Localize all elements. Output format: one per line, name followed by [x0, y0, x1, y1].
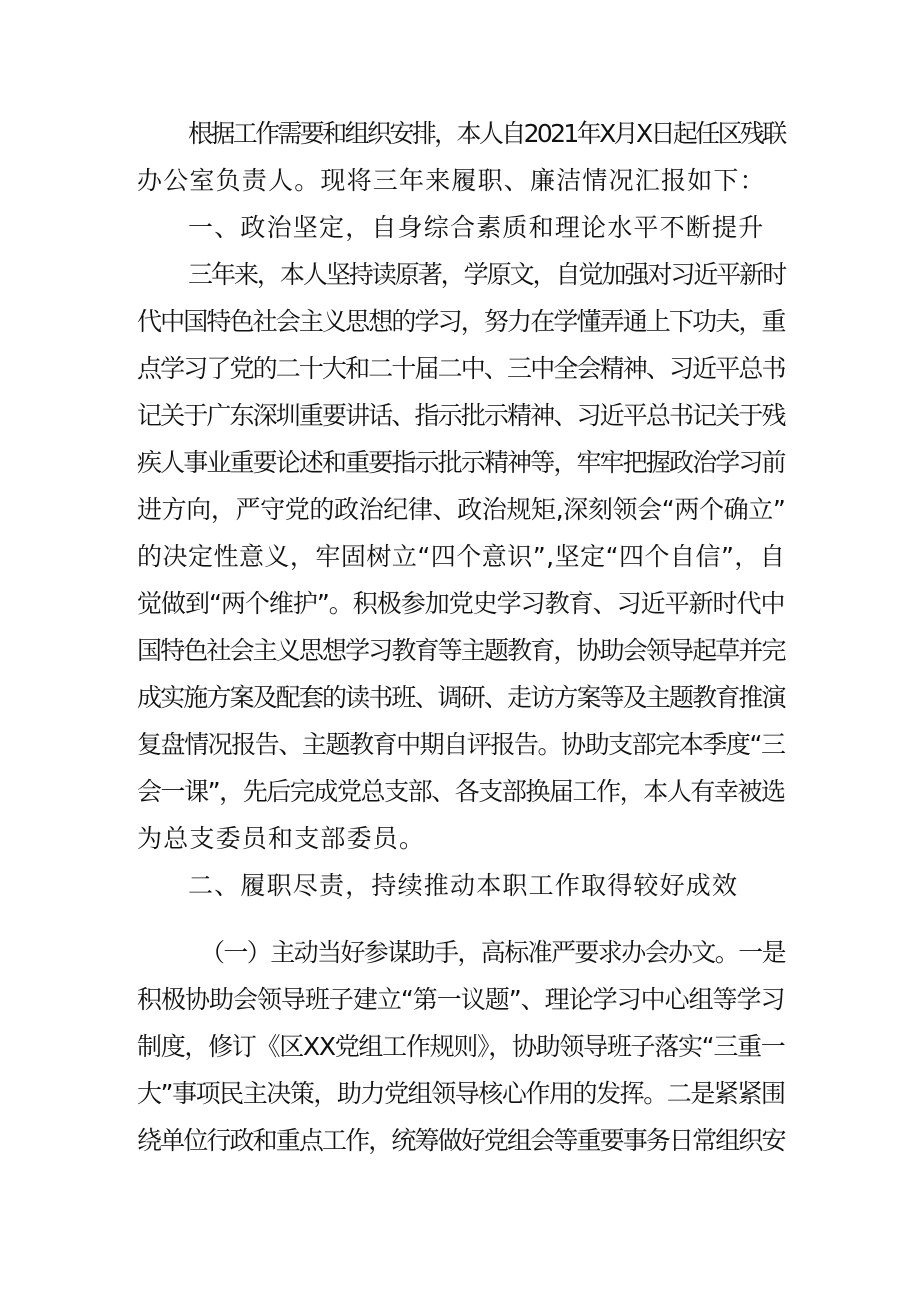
text-line: 觉做到“两个维护”。积极参加党史学习教育、习近平新时代中	[137, 589, 785, 618]
text-line: 积极协助会领导班子建立“第一议题”、理论学习中心组等学习	[137, 985, 785, 1014]
section-heading: 一、政治坚定，自身综合素质和理论水平不断提升	[188, 213, 765, 242]
text-line: 进方向，严守党的政治纪律、政治规矩,深刻领会“两个确立”	[137, 495, 786, 524]
text-line: 三年来，本人坚持读原著，学原文，自觉加强对习近平新时	[188, 260, 786, 289]
text-line: 制度，修订《区XX党组工作规则》，协助领导班子落实“三重一	[137, 1032, 785, 1061]
text-line: 国特色社会主义思想学习教育等主题教育，协助会领导起草并完	[137, 636, 785, 665]
text-line: 的决定性意义，牢固树立“四个意识”,坚定“四个自信”，自	[137, 542, 786, 571]
text-line: 疾人事业重要论述和重要指示批示精神等，牢牢把握政治学习前	[137, 448, 785, 477]
text-line: （一）主动当好参谋助手，高标准严要求办会办文。一是	[200, 938, 786, 967]
text-line: 记关于广东深圳重要讲话、指示批示精神、习近平总书记关于残	[137, 401, 785, 430]
text-line: 根据工作需要和组织安排，本人自2021年X月X日起任区残联	[188, 119, 785, 148]
text-line: 为总支委员和支部委员。	[137, 824, 426, 853]
text-line: 点学习了党的二十大和二十届二中、三中全会精神、习近平总书	[137, 354, 785, 383]
section-heading: 二、履职尽责，持续推动本职工作取得较好成效	[188, 871, 739, 900]
text-line: 办公室负责人。现将三年来履职、廉洁情况汇报如下：	[137, 166, 766, 195]
text-line: 绕单位行政和重点工作，统筹做好党组会等重要事务日常组织安	[137, 1126, 785, 1155]
text-line: 成实施方案及配套的读书班、调研、走访方案等及主题教育推演	[137, 683, 785, 712]
text-line: 会一课”，先后完成党总支部、各支部换届工作，本人有幸被选	[137, 777, 785, 806]
text-line: 大”事项民主决策，助力党组领导核心作用的发挥。二是紧紧围	[137, 1079, 785, 1108]
text-line: 代中国特色社会主义思想的学习，努力在学懂弄通上下功夫，重	[137, 307, 785, 336]
text-line: 复盘情况报告、主题教育中期自评报告。协助支部完本季度“三	[137, 730, 785, 759]
